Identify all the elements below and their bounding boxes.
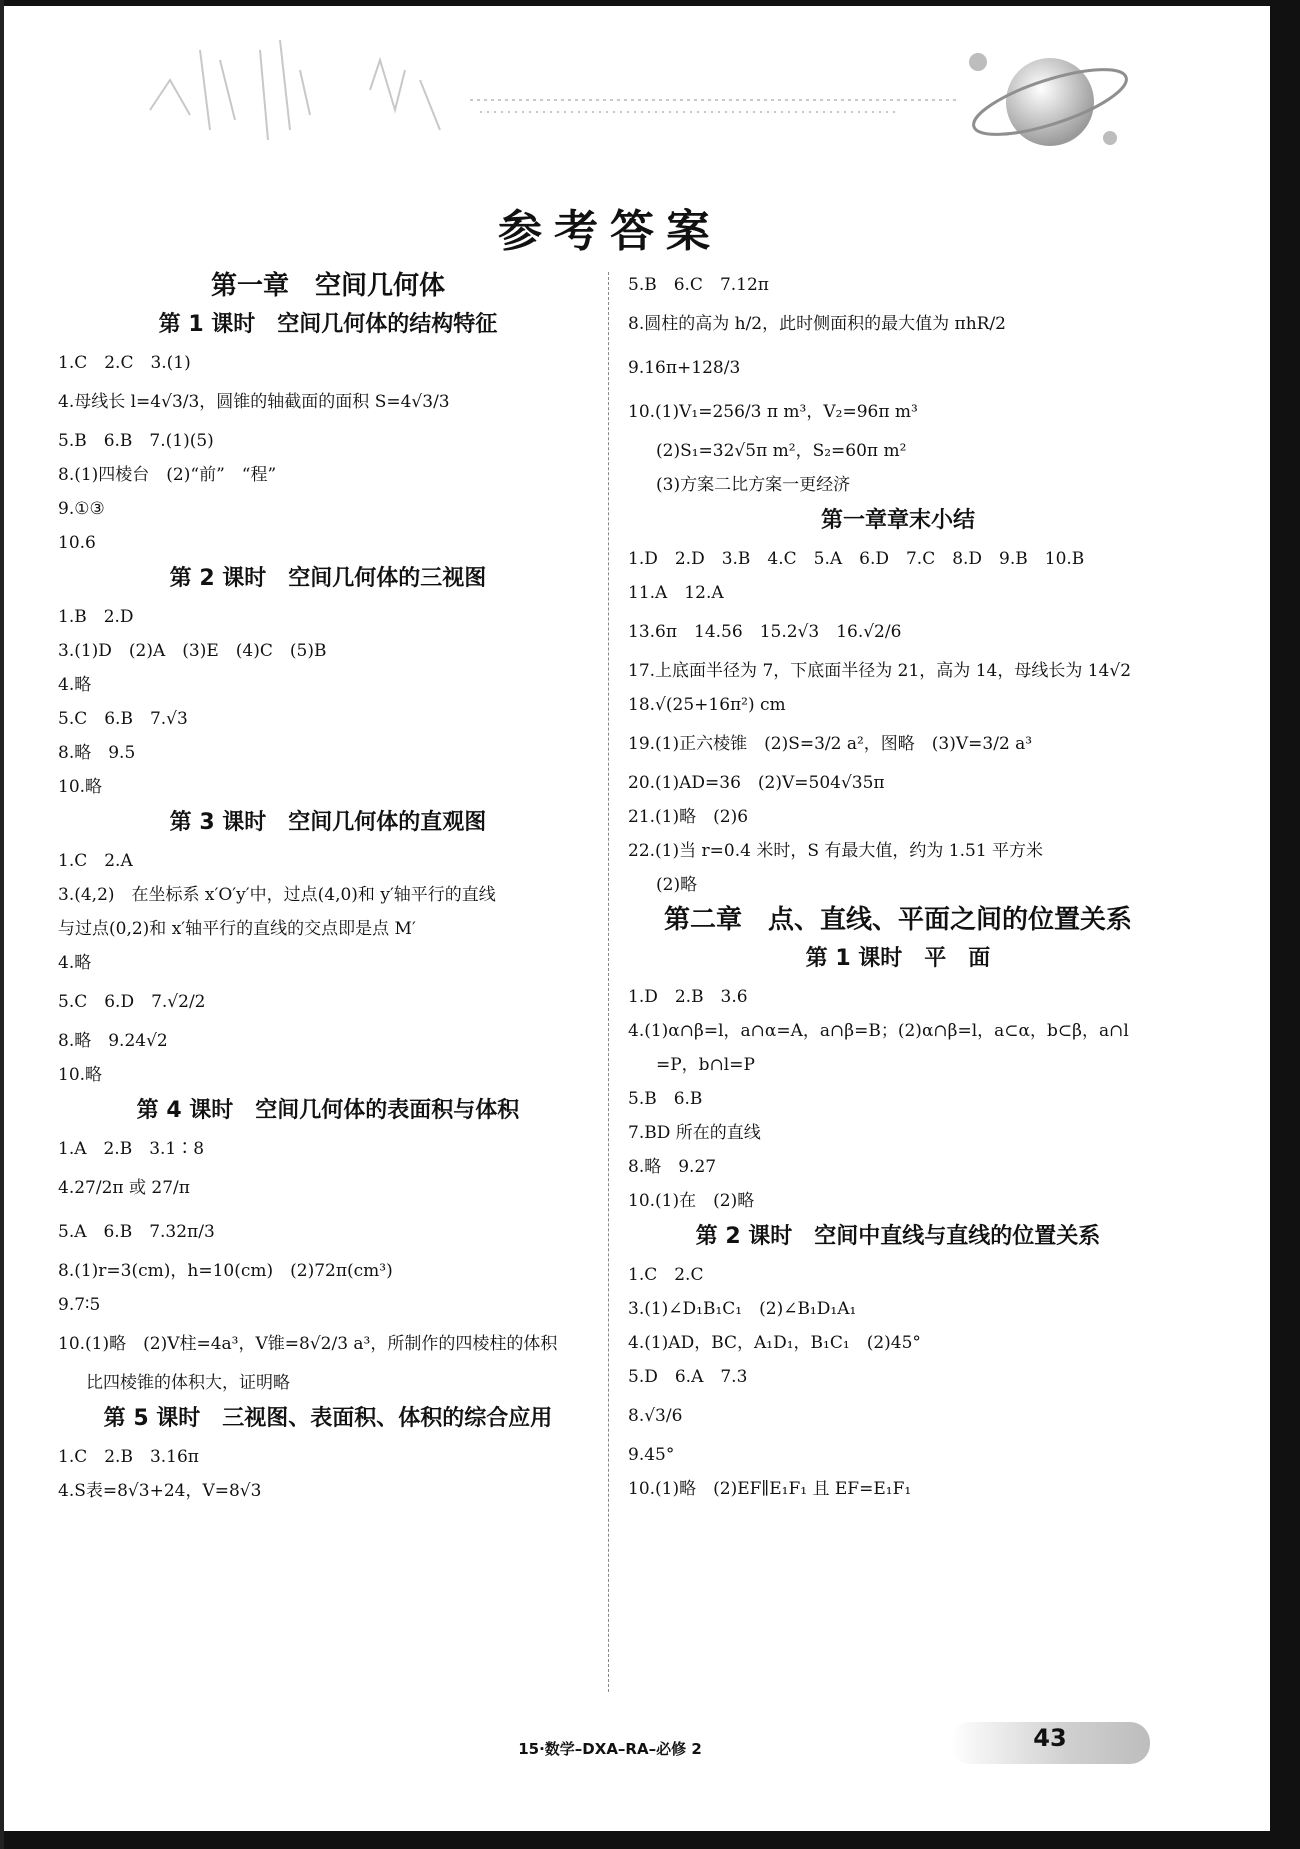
answer-line: 1.B 2.D <box>58 607 134 627</box>
page-title: 参考答案 <box>498 206 722 257</box>
answer-line: 与过点(0,2)和 x′轴平行的直线的交点即是点 M′ <box>58 919 416 939</box>
answer-line: 5.D 6.A 7.3 <box>628 1367 748 1387</box>
answer-line: 比四棱锥的体积大，证明略 <box>86 1373 290 1393</box>
footer-book-code: 15·数学–DXA–RA–必修 2 <box>518 1740 702 1758</box>
lesson-heading: 第 3 课时 空间几何体的直观图 <box>169 810 487 835</box>
answer-line: 1.A 2.B 3.1∶8 <box>58 1139 205 1159</box>
answer-line: 5.A 6.B 7.32π/3 <box>58 1222 215 1242</box>
answer-line: 8.(1)r=3(cm)，h=10(cm) (2)72π(cm³) <box>58 1261 393 1281</box>
answer-line: 1.C 2.C 3.(1) <box>58 353 191 373</box>
page-number: 43 <box>1033 1724 1067 1752</box>
answer-line: 10.(1)略 (2)V柱=4a³，V锥=8√2/3 a³，所制作的四棱柱的体积 <box>58 1334 558 1354</box>
answer-line: 19.(1)正六棱锥 (2)S=3/2 a²，图略 (3)V=3/2 a³ <box>628 734 1033 754</box>
answer-line: 1.C 2.B 3.16π <box>58 1447 199 1467</box>
answer-line: 8.(1)四棱台 (2)“前” “程” <box>58 465 277 485</box>
answer-line: 8.圆柱的高为 h/2，此时侧面积的最大值为 πhR/2 <box>628 314 1006 334</box>
answer-line: 4.略 <box>58 953 92 973</box>
answer-line: 1.D 2.B 3.6 <box>628 987 748 1007</box>
answer-line: 4.(1)AD，BC，A₁D₁，B₁C₁ (2)45° <box>628 1333 921 1353</box>
answer-line: 3.(1)D (2)A (3)E (4)C (5)B <box>58 641 327 661</box>
answer-line: 10.6 <box>58 533 96 553</box>
right-answer-column <box>628 268 1168 1506</box>
answer-line: 5.B 6.C 7.12π <box>628 275 769 295</box>
answer-line: 4.S表=8√3+24，V=8√3 <box>58 1481 262 1501</box>
answer-line: 11.A 12.A <box>628 583 724 603</box>
answer-line: =P，b∩l=P <box>656 1055 755 1075</box>
answer-line: 10.(1)V₁=256/3 π m³，V₂=96π m³ <box>628 402 918 422</box>
answer-line: 5.C 6.B 7.√3 <box>58 709 188 729</box>
answer-line: 1.C 2.A <box>58 851 133 871</box>
chapter-heading: 第一章 空间几何体 <box>210 271 445 301</box>
planet-decoration-icon <box>960 40 1130 160</box>
scan-border-right <box>1270 0 1300 1849</box>
answer-line: 17.上底面半径为 7，下底面半径为 21，高为 14，母线长为 14√2 <box>628 661 1132 681</box>
lesson-heading: 第一章章末小结 <box>820 508 975 533</box>
lesson-heading: 第 2 课时 空间几何体的三视图 <box>169 566 487 591</box>
answer-line: 10.(1)略 (2)EF∥E₁F₁ 且 EF=E₁F₁ <box>628 1479 912 1499</box>
answer-line: 1.C 2.C <box>628 1265 704 1285</box>
column-divider <box>608 272 609 1692</box>
lesson-heading: 第 5 课时 三视图、表面积、体积的综合应用 <box>103 1406 553 1431</box>
answer-line: 5.C 6.D 7.√2/2 <box>58 992 206 1012</box>
chapter-heading: 第二章 点、直线、平面之间的位置关系 <box>663 905 1132 935</box>
lesson-heading: 第 2 课时 空间中直线与直线的位置关系 <box>695 1224 1101 1249</box>
answer-line: 9.7∶5 <box>58 1295 101 1315</box>
answer-line: 8.略 9.27 <box>628 1157 717 1177</box>
answer-line: 3.(1)∠D₁B₁C₁ (2)∠B₁D₁A₁ <box>628 1299 857 1319</box>
answer-line: 10.略 <box>58 1065 103 1085</box>
answer-line: 10.(1)在 (2)略 <box>628 1191 755 1211</box>
answer-line: 4.略 <box>58 675 92 695</box>
answer-line: 21.(1)略 (2)6 <box>628 807 749 827</box>
answer-line: 4.27/2π 或 27/π <box>58 1178 190 1198</box>
lesson-heading: 第 1 课时 平 面 <box>805 946 991 971</box>
answer-line: 5.B 6.B 7.(1)(5) <box>58 431 214 451</box>
answer-line: (3)方案二比方案一更经济 <box>656 475 851 495</box>
answer-line: 4.母线长 l=4√3/3，圆锥的轴截面的面积 S=4√3/3 <box>58 392 450 412</box>
answer-line: 22.(1)当 r=0.4 米时，S 有最大值，约为 1.51 平方米 <box>628 841 1044 861</box>
answer-line: 9.16π+128/3 <box>628 358 741 378</box>
answer-line: (2)S₁=32√5π m²，S₂=60π m² <box>656 441 907 461</box>
answer-line: 18.√(25+16π²) cm <box>628 695 786 715</box>
answer-line: 9.①③ <box>58 499 105 519</box>
answer-line: 8.略 9.24√2 <box>58 1031 168 1051</box>
answer-line: 9.45° <box>628 1445 675 1465</box>
answer-line: 8.√3/6 <box>628 1406 683 1426</box>
scan-border-top <box>0 0 1300 6</box>
answer-line: 4.(1)α∩β=l，a∩α=A，a∩β=B；(2)α∩β=l，a⊂α，b⊂β，a∩l <box>628 1021 1129 1041</box>
answer-line: 10.略 <box>58 777 103 797</box>
scan-border-bottom <box>0 1831 1300 1849</box>
lesson-heading: 第 1 课时 空间几何体的结构特征 <box>158 312 498 337</box>
lesson-heading: 第 4 课时 空间几何体的表面积与体积 <box>136 1098 520 1123</box>
answer-line: 13.6π 14.56 15.2√3 16.√2/6 <box>628 622 902 642</box>
answer-line: 8.略 9.5 <box>58 743 136 763</box>
answer-line: 1.D 2.D 3.B 4.C 5.A 6.D 7.C 8.D 9.B 10.B <box>628 549 1085 569</box>
answer-line: (2)略 <box>656 875 698 895</box>
left-answer-column <box>58 268 598 1508</box>
answer-line: 20.(1)AD=36 (2)V=504√35π <box>628 773 885 793</box>
answer-line: 3.(4,2) 在坐标系 x′O′y′中，过点(4,0)和 y′轴平行的直线 <box>58 885 496 905</box>
scan-border-left <box>0 0 4 1849</box>
answer-line: 5.B 6.B <box>628 1089 703 1109</box>
answer-line: 7.BD 所在的直线 <box>628 1123 761 1143</box>
